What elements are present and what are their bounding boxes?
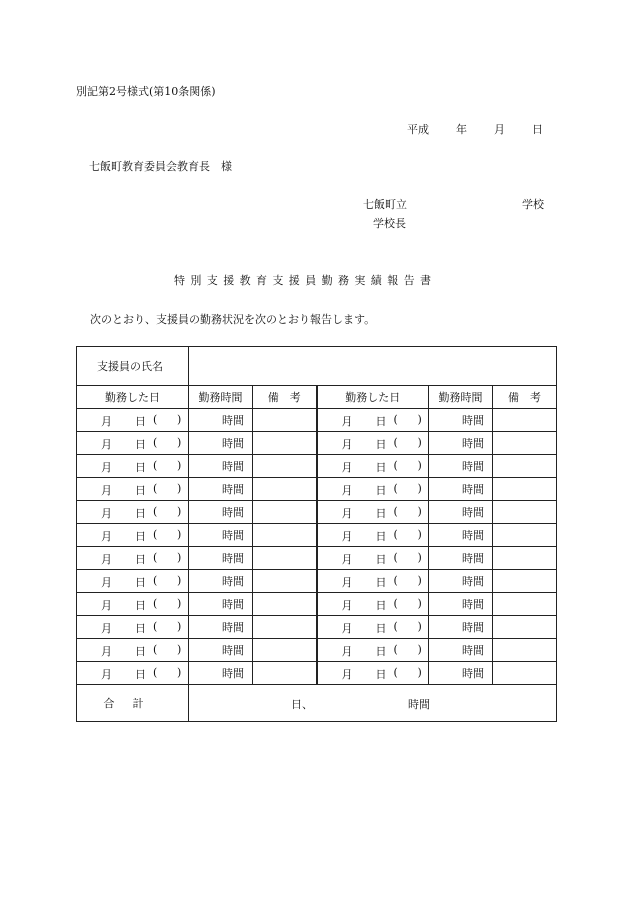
school-name-line xyxy=(363,198,544,212)
day-row xyxy=(77,662,557,685)
date-cell-right[interactable] xyxy=(317,409,429,432)
hours-cell-left[interactable]: 時間 xyxy=(189,570,253,593)
date-day: 日 xyxy=(135,576,146,589)
hours-cell-right[interactable]: 時間 xyxy=(429,547,493,570)
date-paren-close: ) xyxy=(177,620,182,633)
total-label-text: 合計 xyxy=(103,697,162,710)
date-day: 日 xyxy=(375,530,387,543)
date-month: 月 xyxy=(341,484,353,497)
date-paren-open: ( xyxy=(393,436,398,449)
name-row xyxy=(77,347,557,386)
total-hours-unit: 時間 xyxy=(408,698,430,711)
date-cell-left[interactable] xyxy=(77,501,189,524)
date-day: 日 xyxy=(375,622,387,635)
date-era: 平成 xyxy=(407,123,429,136)
date-cell-left[interactable] xyxy=(77,409,189,432)
date-day: 日 xyxy=(135,599,146,612)
date-paren-open: ( xyxy=(393,620,398,633)
date-month: 月 xyxy=(101,461,112,474)
date-paren-open: ( xyxy=(153,597,158,610)
date-cell-left[interactable] xyxy=(77,432,189,455)
school-prefix: 七飯町立 xyxy=(363,198,407,211)
date-month: 月 xyxy=(101,553,112,566)
date-month: 月 xyxy=(341,622,353,635)
school-suffix: 学校 xyxy=(522,198,544,211)
date-paren-open: ( xyxy=(393,574,398,587)
date-day: 日 xyxy=(135,484,146,497)
date-paren-open: ( xyxy=(393,597,398,610)
remarks-cell-left[interactable] xyxy=(253,432,317,455)
hours-cell-left[interactable]: 時間 xyxy=(189,432,253,455)
day-row xyxy=(77,409,557,432)
date-month: 月 xyxy=(341,530,353,543)
remarks-cell-right[interactable] xyxy=(493,593,557,616)
date-month: 月 xyxy=(341,576,353,589)
date-paren-open: ( xyxy=(153,459,158,472)
date-paren-close: ) xyxy=(417,643,422,656)
date-paren-close: ) xyxy=(417,666,422,679)
date-paren-close: ) xyxy=(177,528,182,541)
attendance-table xyxy=(76,346,557,722)
header-date-left: 勤務した日 xyxy=(77,386,189,409)
remarks-cell-left[interactable] xyxy=(253,593,317,616)
name-field[interactable] xyxy=(189,347,557,386)
date-day: 日 xyxy=(135,668,146,681)
remarks-cell-right[interactable] xyxy=(493,662,557,685)
date-paren-close: ) xyxy=(177,459,182,472)
date-cell-left[interactable] xyxy=(77,478,189,501)
date-day: 日 xyxy=(135,507,146,520)
hours-cell-right[interactable]: 時間 xyxy=(429,616,493,639)
date-month: 月 xyxy=(101,599,112,612)
date-paren-close: ) xyxy=(177,505,182,518)
hours-cell-left[interactable]: 時間 xyxy=(189,547,253,570)
date-cell-right[interactable] xyxy=(317,616,429,639)
hours-cell-right[interactable]: 時間 xyxy=(429,662,493,685)
date-cell-right[interactable] xyxy=(317,501,429,524)
date-day: 日 xyxy=(375,484,387,497)
header-remarks-left: 備 考 xyxy=(253,386,317,409)
day-row xyxy=(77,570,557,593)
date-month: 月 xyxy=(101,668,112,681)
date-paren-open: ( xyxy=(393,459,398,472)
date-day: 日 xyxy=(375,461,387,474)
date-paren-open: ( xyxy=(153,574,158,587)
hours-cell-left[interactable]: 時間 xyxy=(189,524,253,547)
hours-cell-left[interactable]: 時間 xyxy=(189,455,253,478)
date-cell-left[interactable] xyxy=(77,616,189,639)
day-row xyxy=(77,593,557,616)
document-title: 特別支援教育支援員勤務実績報告書 xyxy=(174,274,437,287)
date-cell-right[interactable] xyxy=(317,478,429,501)
date-cell-right[interactable] xyxy=(317,455,429,478)
remarks-cell-right[interactable] xyxy=(493,547,557,570)
date-month: 月 xyxy=(341,668,353,681)
remarks-cell-right[interactable] xyxy=(493,432,557,455)
date-paren-close: ) xyxy=(177,436,182,449)
day-row xyxy=(77,455,557,478)
hours-cell-right[interactable]: 時間 xyxy=(429,501,493,524)
date-paren-close: ) xyxy=(177,551,182,564)
remarks-cell-right[interactable] xyxy=(493,616,557,639)
date-cell-right[interactable] xyxy=(317,547,429,570)
date-paren-open: ( xyxy=(393,482,398,495)
hours-cell-left[interactable]: 時間 xyxy=(189,478,253,501)
hours-cell-right[interactable]: 時間 xyxy=(429,455,493,478)
remarks-cell-right[interactable] xyxy=(493,409,557,432)
date-month: 月 xyxy=(101,438,112,451)
date-month: 月 xyxy=(341,438,353,451)
day-row xyxy=(77,501,557,524)
date-day: 日 xyxy=(135,415,146,428)
date-paren-open: ( xyxy=(153,666,158,679)
date-day: 日 xyxy=(375,599,387,612)
date-paren-close: ) xyxy=(417,436,422,449)
date-day: 日 xyxy=(135,553,146,566)
date-day: 日 xyxy=(532,123,543,136)
date-cell-left[interactable] xyxy=(77,639,189,662)
hours-cell-left[interactable]: 時間 xyxy=(189,409,253,432)
name-label: 支援員の氏名 xyxy=(77,347,189,386)
remarks-cell-left[interactable] xyxy=(253,524,317,547)
remarks-cell-right[interactable] xyxy=(493,639,557,662)
date-cell-right[interactable] xyxy=(317,524,429,547)
hours-cell-right[interactable]: 時間 xyxy=(429,639,493,662)
hours-cell-right[interactable]: 時間 xyxy=(429,432,493,455)
date-month: 月 xyxy=(101,645,112,658)
date-paren-open: ( xyxy=(393,413,398,426)
total-value-field[interactable] xyxy=(189,685,557,722)
remarks-cell-right[interactable] xyxy=(493,455,557,478)
date-cell-left[interactable] xyxy=(77,455,189,478)
header-row xyxy=(77,386,557,409)
date-cell-left[interactable] xyxy=(77,524,189,547)
date-paren-open: ( xyxy=(153,413,158,426)
date-paren-open: ( xyxy=(393,528,398,541)
date-paren-open: ( xyxy=(153,528,158,541)
date-cell-right[interactable] xyxy=(317,662,429,685)
remarks-cell-left[interactable] xyxy=(253,547,317,570)
hours-cell-left[interactable]: 時間 xyxy=(189,593,253,616)
date-paren-close: ) xyxy=(417,597,422,610)
remarks-cell-left[interactable] xyxy=(253,501,317,524)
total-days-unit: 日、 xyxy=(291,698,313,711)
date-month: 月 xyxy=(341,645,353,658)
date-paren-close: ) xyxy=(177,574,182,587)
date-paren-close: ) xyxy=(417,620,422,633)
date-paren-open: ( xyxy=(393,505,398,518)
date-cell-left[interactable] xyxy=(77,570,189,593)
date-paren-close: ) xyxy=(417,551,422,564)
date-paren-close: ) xyxy=(177,643,182,656)
remarks-cell-left[interactable] xyxy=(253,662,317,685)
date-paren-close: ) xyxy=(417,482,422,495)
date-month: 月 xyxy=(101,484,112,497)
hours-cell-left[interactable]: 時間 xyxy=(189,662,253,685)
hours-cell-right[interactable]: 時間 xyxy=(429,409,493,432)
date-paren-open: ( xyxy=(153,551,158,564)
date-paren-close: ) xyxy=(417,528,422,541)
header-remarks-right: 備 考 xyxy=(493,386,557,409)
date-day: 日 xyxy=(135,530,146,543)
date-paren-open: ( xyxy=(153,505,158,518)
intro-text: 次のとおり、支援員の勤務状況を次のとおり報告します。 xyxy=(90,313,376,326)
date-day: 日 xyxy=(375,415,387,428)
date-cell-right[interactable] xyxy=(317,570,429,593)
date-day: 日 xyxy=(375,576,387,589)
date-cell-left[interactable] xyxy=(77,662,189,685)
remarks-cell-left[interactable] xyxy=(253,639,317,662)
date-paren-close: ) xyxy=(417,459,422,472)
day-row xyxy=(77,478,557,501)
hours-cell-right[interactable]: 時間 xyxy=(429,570,493,593)
date-day: 日 xyxy=(135,622,146,635)
date-month: 月 xyxy=(101,622,112,635)
date-month: 月 xyxy=(341,415,353,428)
hours-cell-left[interactable]: 時間 xyxy=(189,616,253,639)
hours-cell-left[interactable]: 時間 xyxy=(189,639,253,662)
date-cell-right[interactable] xyxy=(317,639,429,662)
date-month: 月 xyxy=(341,553,353,566)
day-row xyxy=(77,547,557,570)
date-cell-right[interactable] xyxy=(317,593,429,616)
date-cell-left[interactable] xyxy=(77,547,189,570)
date-paren-close: ) xyxy=(177,666,182,679)
remarks-cell-left[interactable] xyxy=(253,409,317,432)
remarks-cell-right[interactable] xyxy=(493,478,557,501)
date-paren-close: ) xyxy=(177,413,182,426)
remarks-cell-right[interactable] xyxy=(493,570,557,593)
date-day: 日 xyxy=(375,507,387,520)
date-paren-close: ) xyxy=(177,597,182,610)
date-year: 年 xyxy=(456,123,467,136)
date-month: 月 xyxy=(341,461,353,474)
date-paren-open: ( xyxy=(393,666,398,679)
hours-cell-right[interactable]: 時間 xyxy=(429,524,493,547)
remarks-cell-left[interactable] xyxy=(253,478,317,501)
date-day: 日 xyxy=(375,645,387,658)
date-day: 日 xyxy=(135,461,146,474)
remarks-cell-left[interactable] xyxy=(253,616,317,639)
day-row xyxy=(77,524,557,547)
date-paren-open: ( xyxy=(393,643,398,656)
date-cell-left[interactable] xyxy=(77,593,189,616)
date-paren-close: ) xyxy=(417,574,422,587)
date-paren-open: ( xyxy=(153,436,158,449)
day-row xyxy=(77,432,557,455)
date-month: 月 xyxy=(101,507,112,520)
date-day: 日 xyxy=(135,645,146,658)
date-day: 日 xyxy=(135,438,146,451)
total-label xyxy=(77,685,189,722)
day-row xyxy=(77,639,557,662)
form-number-label: 別記第2号様式(第10条関係) xyxy=(76,85,216,98)
remarks-cell-left[interactable] xyxy=(253,570,317,593)
date-paren-close: ) xyxy=(177,482,182,495)
total-row xyxy=(77,685,557,722)
remarks-cell-right[interactable] xyxy=(493,524,557,547)
date-paren-close: ) xyxy=(417,413,422,426)
date-paren-open: ( xyxy=(153,482,158,495)
day-row xyxy=(77,616,557,639)
date-month: 月 xyxy=(341,599,353,612)
date-paren-open: ( xyxy=(393,551,398,564)
date-month: 月 xyxy=(101,415,112,428)
header-date-right: 勤務した日 xyxy=(317,386,429,409)
date-month: 月 xyxy=(101,530,112,543)
hours-cell-left[interactable]: 時間 xyxy=(189,501,253,524)
date-paren-open: ( xyxy=(153,620,158,633)
date-month: 月 xyxy=(494,123,505,136)
date-month: 月 xyxy=(341,507,353,520)
remarks-cell-right[interactable] xyxy=(493,501,557,524)
date-cell-right[interactable] xyxy=(317,432,429,455)
date-day: 日 xyxy=(375,553,387,566)
addressee: 七飯町教育委員会教育長 様 xyxy=(89,160,232,173)
hours-cell-right[interactable]: 時間 xyxy=(429,478,493,501)
report-date xyxy=(407,123,543,137)
date-paren-close: ) xyxy=(417,505,422,518)
date-day: 日 xyxy=(375,438,387,451)
principal-label: 学校長 xyxy=(373,217,406,230)
date-day: 日 xyxy=(375,668,387,681)
date-paren-open: ( xyxy=(153,643,158,656)
date-month: 月 xyxy=(101,576,112,589)
header-hours-right: 勤務時間 xyxy=(429,386,493,409)
hours-cell-right[interactable]: 時間 xyxy=(429,593,493,616)
header-hours-left: 勤務時間 xyxy=(189,386,253,409)
remarks-cell-left[interactable] xyxy=(253,455,317,478)
